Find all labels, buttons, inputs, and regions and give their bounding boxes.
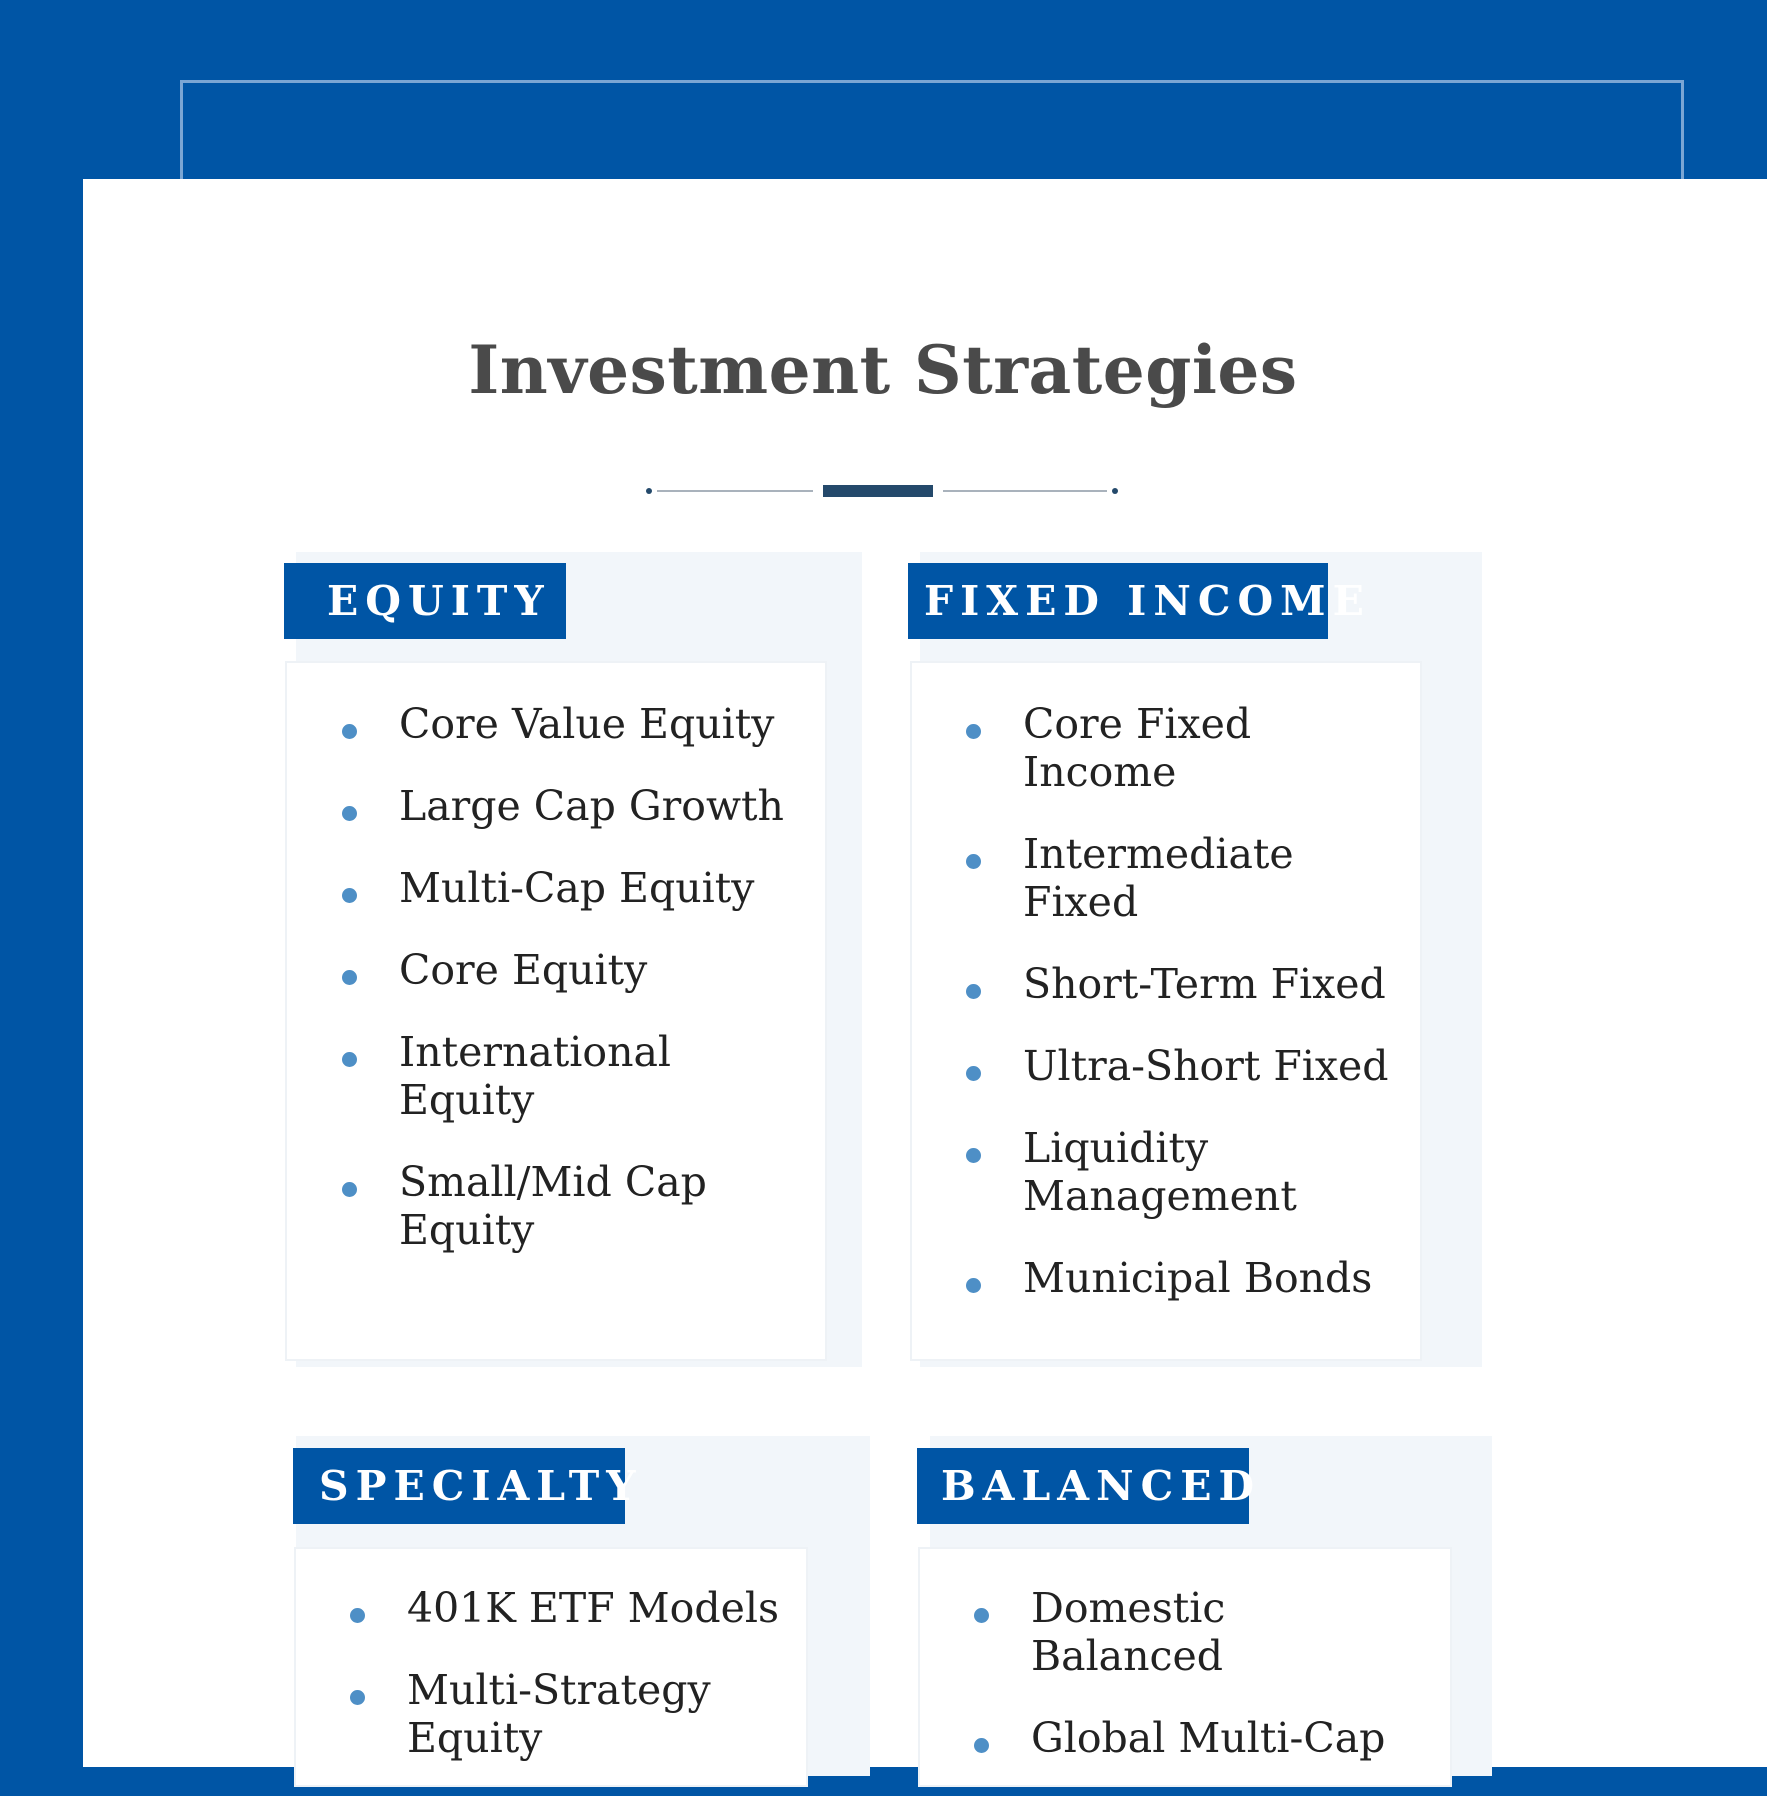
list-item-label: Municipal Bonds (1023, 1254, 1373, 1302)
list-item (966, 830, 1343, 926)
list-item (342, 864, 802, 912)
list-item (974, 1584, 1311, 1680)
list-item-label: Multi-Cap Equity (399, 864, 755, 912)
list-item-label: Multi-Strategy Equity (407, 1666, 711, 1762)
bullet-icon (966, 724, 981, 739)
list-item-label: Short-Term Fixed (1023, 960, 1386, 1008)
list-item-label: Small/Mid Cap Equity (399, 1158, 707, 1254)
title-divider (643, 483, 1123, 499)
bullet-icon (342, 806, 357, 821)
balanced-tag: BALANCED (917, 1448, 1249, 1524)
list-item (966, 960, 1406, 1008)
bullet-icon (966, 1148, 981, 1163)
divider-dot-left (646, 488, 652, 494)
divider-dot-right (1112, 488, 1118, 494)
bullet-icon (966, 854, 981, 869)
list-item (966, 1042, 1406, 1090)
list-item (966, 1124, 1353, 1220)
bullet-icon (966, 984, 981, 999)
bullet-icon (350, 1608, 365, 1623)
list-item-label: Large Cap Growth (399, 782, 784, 830)
bullet-icon (342, 1052, 357, 1067)
fixed-income-list (966, 700, 1406, 1336)
page-title: Investment Strategies (468, 331, 1298, 409)
list-item-label: Domestic Balanced (1031, 1584, 1226, 1680)
bullet-icon (342, 1182, 357, 1197)
list-item (342, 1028, 729, 1124)
bullet-icon (974, 1608, 989, 1623)
list-item-label: Ultra-Short Fixed (1023, 1042, 1389, 1090)
bullet-icon (966, 1278, 981, 1293)
balanced-list (974, 1584, 1434, 1796)
list-item-label: 401K ETF Models (407, 1584, 780, 1632)
list-item (342, 1158, 729, 1254)
list-item (350, 1666, 737, 1762)
list-item-label: Intermediate Fixed (1023, 830, 1294, 926)
bullet-icon (342, 724, 357, 739)
list-item (342, 946, 802, 994)
bullet-icon (966, 1066, 981, 1081)
specialty-tag: SPECIALTY (293, 1448, 625, 1524)
page-sheet (83, 179, 1767, 1767)
fixed-income-tag: FIXED INCOME (908, 563, 1328, 639)
list-item (974, 1714, 1434, 1762)
list-item-label: Global Multi-Cap (1031, 1714, 1386, 1762)
list-item (342, 700, 802, 748)
list-item (966, 700, 1343, 796)
equity-list (342, 700, 802, 1288)
bullet-icon (350, 1690, 365, 1705)
specialty-list (350, 1584, 790, 1796)
divider-center-bar (823, 485, 933, 497)
bullet-icon (342, 888, 357, 903)
list-item-label: Core Equity (399, 946, 648, 994)
list-item-label: Core Fixed Income (1023, 700, 1252, 796)
bullet-icon (342, 970, 357, 985)
list-item-label: International Equity (399, 1028, 672, 1124)
equity-tag: EQUITY (284, 563, 566, 639)
list-item-label: Core Value Equity (399, 700, 775, 748)
list-item (350, 1584, 790, 1632)
bullet-icon (974, 1738, 989, 1753)
list-item (966, 1254, 1406, 1302)
list-item (342, 782, 802, 830)
list-item-label: Liquidity Management (1023, 1124, 1297, 1220)
